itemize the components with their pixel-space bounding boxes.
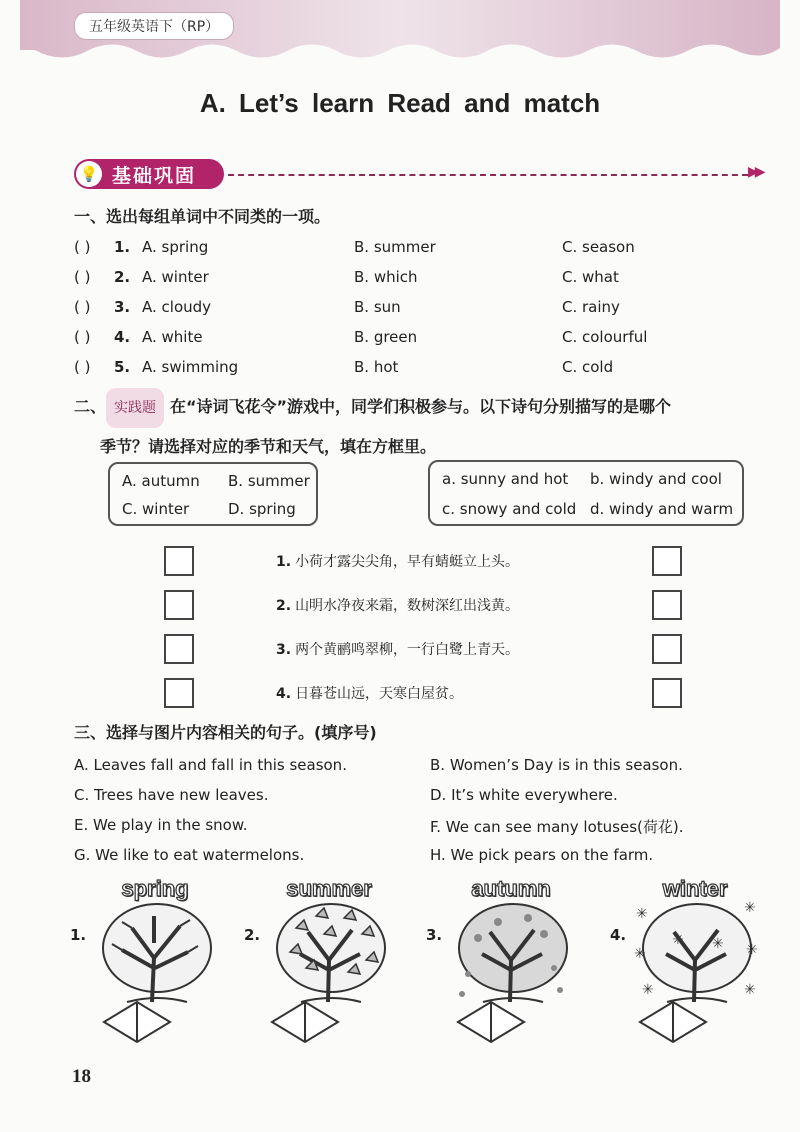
- option-a: A. cloudy: [142, 298, 212, 316]
- svg-text:✳: ✳: [672, 932, 684, 948]
- picture-number: 1.: [70, 926, 87, 944]
- tree-icon: [448, 898, 578, 1008]
- option-a: A. winter: [142, 268, 209, 286]
- sentence-option: D. It’s white everywhere.: [430, 786, 618, 804]
- q1-row: [74, 268, 734, 294]
- q2-prefix: 二、: [74, 397, 107, 416]
- q2-heading-line2: 季节？请选择对应的季节和天气，填在方框里。: [100, 437, 437, 456]
- option-a: A. spring: [142, 238, 209, 256]
- book-tag: 五年级英语下（RP）: [74, 12, 234, 40]
- weather-answer-box[interactable]: [652, 590, 682, 620]
- picture-number: 4.: [610, 926, 627, 944]
- season-picture-autumn: [426, 876, 586, 1016]
- season-answer-box[interactable]: [164, 590, 194, 620]
- season-picture-winter: [610, 876, 770, 1016]
- sentence-option: B. Women’s Day is in this season.: [430, 756, 683, 774]
- poem-text: 小荷才露尖尖角，早有蜻蜓立上头。: [295, 554, 520, 570]
- weather-answer-box[interactable]: [652, 634, 682, 664]
- weather-option: b. windy and cool: [590, 470, 722, 488]
- section-label: 基础巩固: [112, 164, 197, 187]
- answer-blank[interactable]: ( ): [74, 298, 91, 316]
- poem-number: 2.: [276, 598, 292, 614]
- sentence-option: G. We like to eat watermelons.: [74, 846, 305, 864]
- svg-text:✳: ✳: [634, 946, 646, 962]
- answer-blank[interactable]: ( ): [74, 268, 91, 286]
- practice-tag: 实践题: [106, 388, 164, 428]
- weather-options-box: [428, 460, 744, 526]
- page-number: 18: [72, 1066, 91, 1087]
- option-c: C. what: [562, 268, 619, 286]
- answer-blank[interactable]: ( ): [74, 238, 91, 256]
- answer-diamond[interactable]: [638, 1000, 708, 1044]
- svg-text:✳: ✳: [642, 982, 654, 998]
- section-divider: [228, 174, 748, 176]
- season-option: D. spring: [228, 500, 296, 518]
- poem-line: [276, 595, 519, 615]
- item-number: 2.: [114, 268, 131, 286]
- season-option: B. summer: [228, 472, 310, 490]
- sentence-option: E. We play in the snow.: [74, 816, 248, 834]
- page-title: A. Let’s learn Read and match: [199, 88, 601, 118]
- poem-number: 1.: [276, 554, 292, 570]
- option-b: B. sun: [354, 298, 401, 316]
- option-b: B. hot: [354, 358, 399, 376]
- poem-number: 3.: [276, 642, 292, 658]
- season-option: A. autumn: [122, 472, 200, 490]
- answer-diamond[interactable]: [456, 1000, 526, 1044]
- option-a: A. swimming: [142, 358, 239, 376]
- section-badge: [74, 159, 224, 189]
- season-picture-summer: [244, 876, 404, 1016]
- weather-option: d. windy and warm: [590, 500, 734, 518]
- item-number: 1.: [114, 238, 131, 256]
- picture-number: 2.: [244, 926, 261, 944]
- tree-icon: [266, 898, 396, 1008]
- sentence-option: C. Trees have new leaves.: [74, 786, 269, 804]
- picture-label: autumn: [471, 876, 551, 901]
- svg-text:✳: ✳: [744, 900, 756, 916]
- season-answer-box[interactable]: [164, 546, 194, 576]
- q1-heading: 一、选出每组单词中不同类的一项。: [74, 207, 331, 226]
- season-option: C. winter: [122, 500, 190, 518]
- season-answer-box[interactable]: [164, 634, 194, 664]
- sentence-option: H. We pick pears on the farm.: [430, 846, 654, 864]
- lightbulb-icon: 💡: [76, 161, 102, 187]
- season-answer-box[interactable]: [164, 678, 194, 708]
- poem-text: 日暮苍山远，天寒白屋贫。: [295, 686, 464, 702]
- option-b: B. green: [354, 328, 418, 346]
- tree-icon: [632, 898, 762, 1008]
- option-b: B. summer: [354, 238, 436, 256]
- q1-row: [74, 298, 734, 324]
- double-arrow-icon: ▶▶: [748, 164, 762, 180]
- q1-row: [74, 328, 734, 354]
- q1-row: [74, 358, 734, 384]
- option-c: C. rainy: [562, 298, 620, 316]
- picture-label: winter: [662, 876, 728, 901]
- answer-blank[interactable]: ( ): [74, 358, 91, 376]
- item-number: 5.: [114, 358, 131, 376]
- season-options-box: [108, 462, 318, 526]
- weather-option: c. snowy and cold: [442, 500, 577, 518]
- picture-label: summer: [286, 876, 372, 901]
- q2-heading: [74, 388, 774, 466]
- poem-text: 山明水净夜来霜，数树深红出浅黄。: [295, 598, 520, 614]
- item-number: 4.: [114, 328, 131, 346]
- q3-heading: 三、选择与图片内容相关的句子。(填序号): [74, 723, 377, 742]
- poem-number: 4.: [276, 686, 292, 702]
- q2-heading-line1: 在“诗词飞花令”游戏中，同学们积极参与。以下诗句分别描写的是哪个: [170, 397, 672, 416]
- option-b: B. which: [354, 268, 418, 286]
- svg-text:✳: ✳: [712, 936, 724, 952]
- svg-text:✳: ✳: [746, 942, 758, 958]
- option-c: C. cold: [562, 358, 614, 376]
- svg-text:✳: ✳: [636, 906, 648, 922]
- poem-text: 两个黄鹂鸣翠柳，一行白鹭上青天。: [295, 642, 520, 658]
- option-c: C. season: [562, 238, 635, 256]
- sentence-option: F. We can see many lotuses(荷花).: [430, 818, 684, 836]
- item-number: 3.: [114, 298, 131, 316]
- weather-answer-box[interactable]: [652, 546, 682, 576]
- option-a: A. white: [142, 328, 203, 346]
- picture-label: spring: [121, 876, 189, 901]
- weather-answer-box[interactable]: [652, 678, 682, 708]
- option-c: C. colourful: [562, 328, 648, 346]
- sentence-option: A. Leaves fall and fall in this season.: [74, 756, 347, 774]
- weather-option: a. sunny and hot: [442, 470, 569, 488]
- picture-number: 3.: [426, 926, 443, 944]
- answer-blank[interactable]: ( ): [74, 328, 91, 346]
- answer-diamond[interactable]: [102, 1000, 172, 1044]
- answer-diamond[interactable]: [270, 1000, 340, 1044]
- poem-line: [276, 551, 519, 571]
- poem-line: [276, 683, 463, 703]
- tree-icon: [92, 898, 222, 1008]
- svg-text:✳: ✳: [744, 982, 756, 998]
- q1-row: [74, 238, 734, 264]
- poem-line: [276, 639, 519, 659]
- season-picture-spring: [70, 876, 230, 1016]
